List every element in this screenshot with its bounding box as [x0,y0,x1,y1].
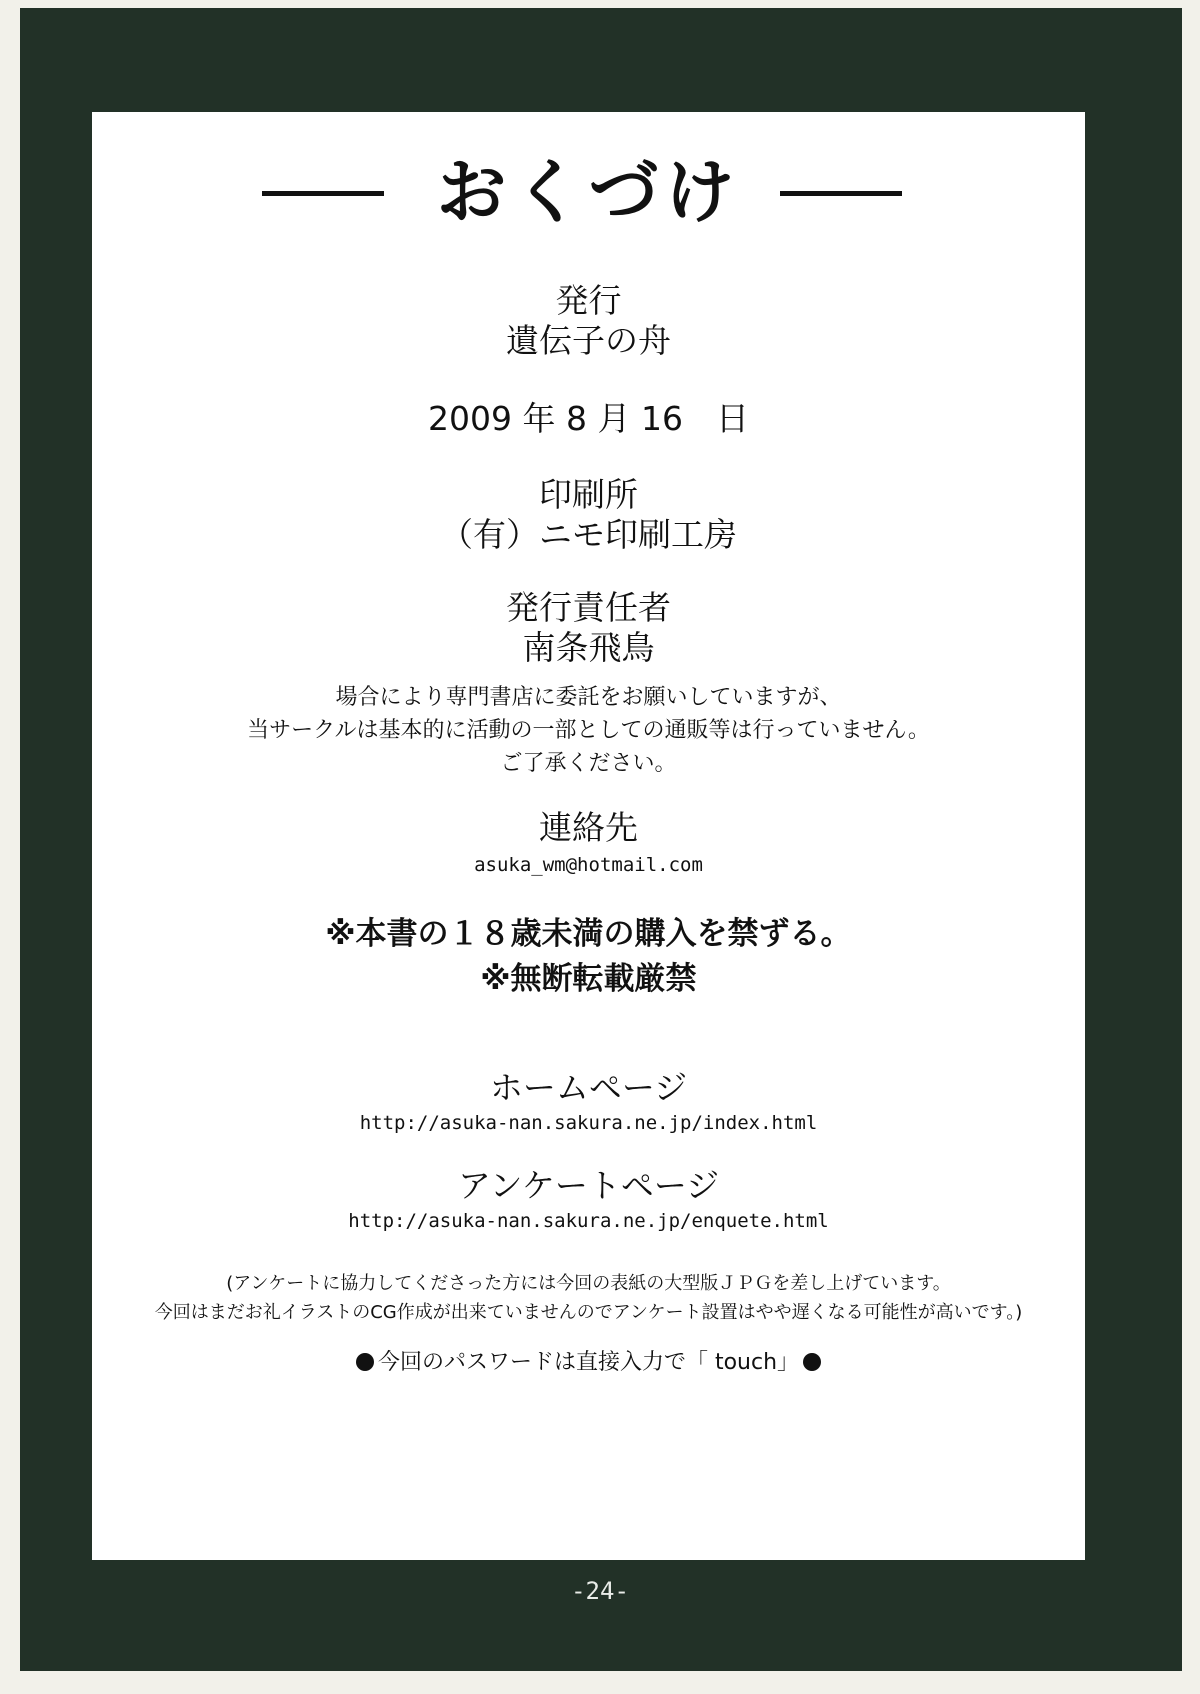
survey-url[interactable]: http://asuka-nan.sakura.ne.jp/enquete.html [348,1210,829,1232]
survey-note: 今回はまだお礼イラストのCG作成が出来ていませんのでアンケート設置はやや遅くなる可能性が高いです。) [154,1302,1023,1323]
bullet-circle-icon [356,1353,374,1371]
contact-email: asuka_wm@hotmail.com [474,854,703,876]
page-number: -24- [571,1577,629,1605]
colophon-panel [92,112,1085,1560]
printer-name: （有）ニモ印刷工房 [440,515,737,554]
notice-line: ご了承ください。 [500,751,677,776]
survey-note: (アンケートに協力してくださった方には今回の表紙の大型版ＪＰＧを差し上げています。 [226,1273,951,1294]
homepage-url[interactable]: http://asuka-nan.sakura.ne.jp/index.html [359,1112,818,1134]
printer-label: 印刷所 [539,475,638,514]
notice-line: 当サークルは基本的に活動の一部としての通販等は行っていません。 [247,718,930,743]
responsible-name: 南条飛鳥 [522,628,655,667]
publisher-name: 遺伝子の舟 [506,321,671,360]
password-text: 今回のパスワードは直接入力で「 touch」 [377,1350,800,1375]
publish-date: 2009 年 8 月 16 日 [428,399,749,438]
password-line [92,1348,1085,1378]
notice-line: 場合により専門書店に委託をお願いしていますが、 [335,685,842,710]
responsible-label: 発行責任者 [506,588,671,627]
bullet-circle-icon [803,1353,821,1371]
page-title-text: おくづけ [436,151,741,233]
survey-label: アンケートページ [457,1166,720,1205]
publisher-label: 発行 [555,281,622,320]
age-warning: ※本書の１８歳未満の購入を禁ずる。 [325,916,852,952]
page-title [92,147,1085,237]
reprint-warning: ※無断転載厳禁 [480,961,697,997]
homepage-label: ホームページ [489,1068,688,1107]
contact-label: 連絡先 [539,808,638,847]
title-dash-right [780,191,902,196]
